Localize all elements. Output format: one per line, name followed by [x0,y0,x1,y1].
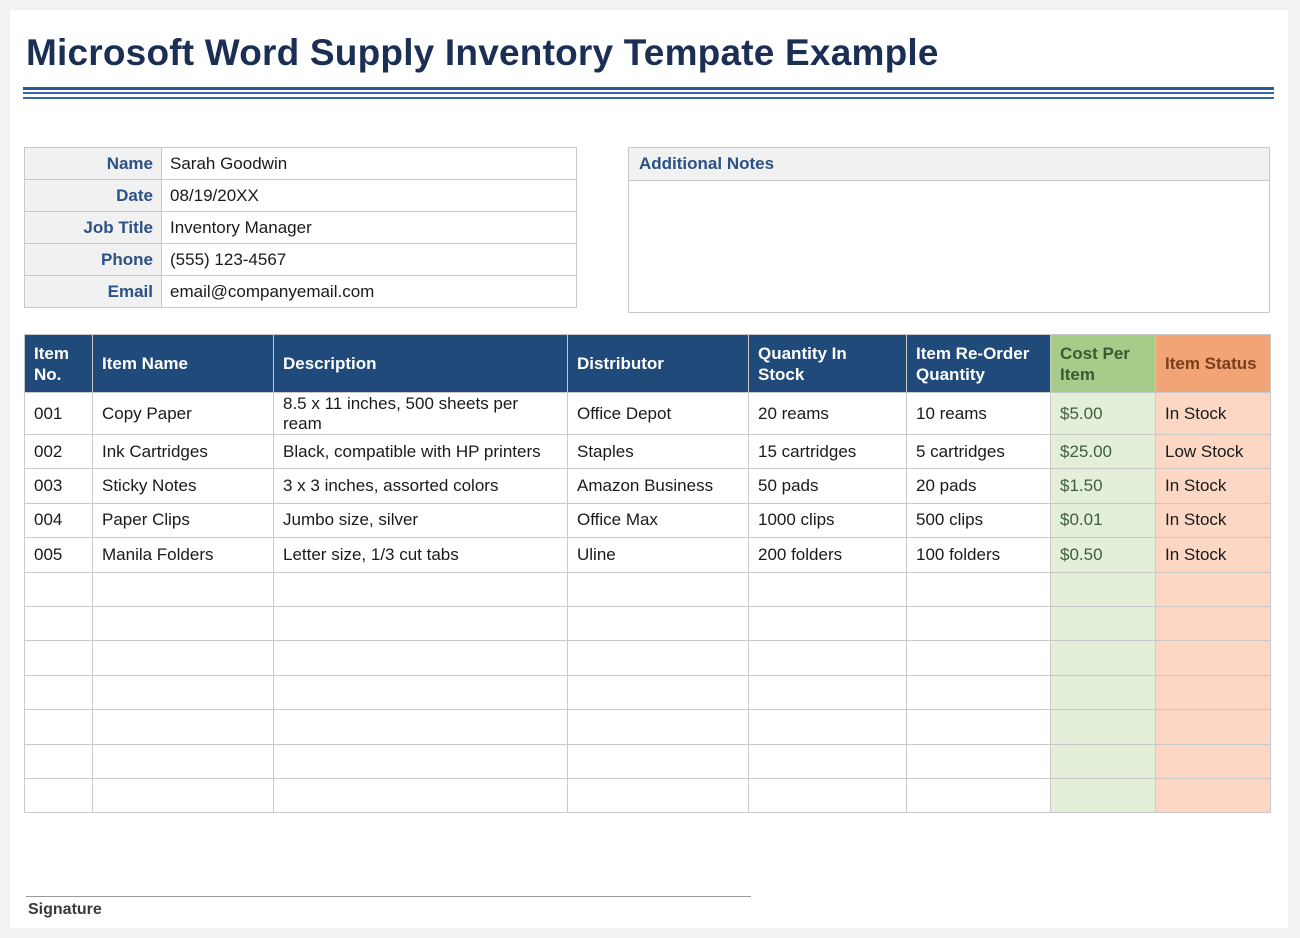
empty-cell[interactable] [25,778,93,812]
job-title-label: Job Title [25,212,162,244]
empty-cell[interactable] [274,778,568,812]
table-row [25,503,1271,537]
header-reorder-quantity: Item Re-Order Quantity [907,335,1051,393]
inventory-header-row [25,335,1271,393]
empty-cell[interactable] [749,606,907,640]
empty-cell[interactable] [274,744,568,778]
description-cell[interactable]: Jumbo size, silver [274,503,568,537]
table-row-empty [25,744,1271,778]
empty-cell[interactable] [568,641,749,675]
job-title-field[interactable]: Inventory Manager [162,212,577,244]
date-label: Date [25,180,162,212]
header-distributor: Distributor [568,335,749,393]
empty-cell[interactable] [749,710,907,744]
info-row-email [25,276,577,308]
empty-cell[interactable] [568,675,749,709]
empty-cost-cell[interactable] [1051,675,1156,709]
empty-status-cell[interactable] [1156,675,1271,709]
quantity-cell[interactable]: 50 pads [749,469,907,503]
empty-cell[interactable] [93,641,274,675]
header-item-name: Item Name [93,335,274,393]
info-row-name [25,148,577,180]
header-description: Description [274,335,568,393]
empty-cell[interactable] [568,572,749,606]
empty-cell[interactable] [907,675,1051,709]
item-name-cell[interactable]: Manila Folders [93,538,274,572]
empty-status-cell[interactable] [1156,778,1271,812]
cost-cell[interactable]: $0.50 [1051,538,1156,572]
empty-cell[interactable] [93,606,274,640]
empty-cost-cell[interactable] [1051,572,1156,606]
empty-cell[interactable] [568,710,749,744]
description-cell[interactable]: 8.5 x 11 inches, 500 sheets per ream [274,393,568,435]
status-cell[interactable]: Low Stock [1156,435,1271,469]
empty-cell[interactable] [25,710,93,744]
empty-cell[interactable] [274,572,568,606]
empty-cell[interactable] [749,572,907,606]
inventory-table [24,334,1271,813]
empty-cell[interactable] [25,641,93,675]
table-row [25,538,1271,572]
additional-notes-box [628,147,1270,313]
cost-cell[interactable]: $5.00 [1051,393,1156,435]
reorder-cell[interactable]: 10 reams [907,393,1051,435]
status-cell[interactable]: In Stock [1156,469,1271,503]
empty-cell[interactable] [907,710,1051,744]
empty-cell[interactable] [907,641,1051,675]
empty-status-cell[interactable] [1156,744,1271,778]
table-row-empty [25,675,1271,709]
document-page [10,10,1288,928]
quantity-cell[interactable]: 20 reams [749,393,907,435]
empty-cost-cell[interactable] [1051,778,1156,812]
phone-label: Phone [25,244,162,276]
empty-cell[interactable] [568,744,749,778]
empty-cell[interactable] [274,675,568,709]
title-rule [23,87,1274,90]
table-row-empty [25,710,1271,744]
reorder-cell[interactable]: 500 clips [907,503,1051,537]
status-cell[interactable]: In Stock [1156,538,1271,572]
empty-cell[interactable] [749,778,907,812]
header-cost-per-item: Cost Per Item [1051,335,1156,393]
empty-cell[interactable] [907,606,1051,640]
empty-cell[interactable] [93,778,274,812]
distributor-cell[interactable]: Uline [568,538,749,572]
quantity-cell[interactable]: 1000 clips [749,503,907,537]
signature-label: Signature [28,901,102,918]
cost-cell[interactable]: $0.01 [1051,503,1156,537]
item-name-cell[interactable]: Ink Cartridges [93,435,274,469]
empty-cell[interactable] [749,641,907,675]
empty-cell[interactable] [907,744,1051,778]
distributor-cell[interactable]: Office Depot [568,393,749,435]
signature-line[interactable] [26,896,751,897]
item-no-cell[interactable]: 003 [25,469,93,503]
description-cell[interactable]: Black, compatible with HP printers [274,435,568,469]
cost-cell[interactable]: $1.50 [1051,469,1156,503]
item-no-cell[interactable]: 005 [25,538,93,572]
info-row-job-title [25,212,577,244]
table-row-empty [25,778,1271,812]
empty-status-cell[interactable] [1156,606,1271,640]
info-table [24,147,577,308]
table-row-empty [25,606,1271,640]
empty-cost-cell[interactable] [1051,744,1156,778]
item-no-cell[interactable]: 004 [25,503,93,537]
info-row-phone [25,244,577,276]
header-quantity-in-stock: Quantity In Stock [749,335,907,393]
title-rule [23,97,1274,99]
additional-notes-field[interactable] [629,181,1269,311]
empty-cell[interactable] [274,710,568,744]
empty-cell[interactable] [25,675,93,709]
description-cell[interactable]: Letter size, 1/3 cut tabs [274,538,568,572]
date-field[interactable]: 08/19/20XX [162,180,577,212]
name-field[interactable]: Sarah Goodwin [162,148,577,180]
empty-cell[interactable] [25,606,93,640]
empty-cost-cell[interactable] [1051,641,1156,675]
status-cell[interactable]: In Stock [1156,393,1271,435]
status-cell[interactable]: In Stock [1156,503,1271,537]
reorder-cell[interactable]: 5 cartridges [907,435,1051,469]
distributor-cell[interactable]: Amazon Business [568,469,749,503]
info-row-date [25,180,577,212]
empty-cell[interactable] [749,675,907,709]
additional-notes-label: Additional Notes [629,148,1269,181]
item-no-cell[interactable]: 002 [25,435,93,469]
empty-cell[interactable] [93,744,274,778]
table-row-empty [25,641,1271,675]
table-row-empty [25,572,1271,606]
email-label: Email [25,276,162,308]
header-item-status: Item Status [1156,335,1271,393]
distributor-cell[interactable]: Office Max [568,503,749,537]
item-name-cell[interactable]: Copy Paper [93,393,274,435]
empty-cell[interactable] [93,572,274,606]
empty-cell[interactable] [274,641,568,675]
empty-cell[interactable] [93,675,274,709]
header-item-no: Item No. [25,335,93,393]
item-no-cell[interactable]: 001 [25,393,93,435]
empty-cost-cell[interactable] [1051,606,1156,640]
distributor-cell[interactable]: Staples [568,435,749,469]
empty-cell[interactable] [93,710,274,744]
phone-field[interactable]: (555) 123-4567 [162,244,577,276]
empty-cell[interactable] [25,744,93,778]
item-name-cell[interactable]: Sticky Notes [93,469,274,503]
quantity-cell[interactable]: 15 cartridges [749,435,907,469]
table-row [25,469,1271,503]
item-name-cell[interactable]: Paper Clips [93,503,274,537]
empty-cell[interactable] [749,744,907,778]
page-title: Microsoft Word Supply Inventory Tempate Example [26,32,939,73]
empty-cell[interactable] [274,606,568,640]
empty-cell[interactable] [907,572,1051,606]
table-row [25,393,1271,435]
title-rule [23,92,1274,94]
empty-cell[interactable] [568,606,749,640]
empty-status-cell[interactable] [1156,710,1271,744]
cost-cell[interactable]: $25.00 [1051,435,1156,469]
table-row [25,435,1271,469]
name-label: Name [25,148,162,180]
empty-status-cell[interactable] [1156,641,1271,675]
reorder-cell[interactable]: 100 folders [907,538,1051,572]
empty-status-cell[interactable] [1156,572,1271,606]
description-cell[interactable]: 3 x 3 inches, assorted colors [274,469,568,503]
empty-cell[interactable] [25,572,93,606]
quantity-cell[interactable]: 200 folders [749,538,907,572]
reorder-cell[interactable]: 20 pads [907,469,1051,503]
email-field[interactable]: email@companyemail.com [162,276,577,308]
empty-cell[interactable] [568,778,749,812]
empty-cost-cell[interactable] [1051,710,1156,744]
empty-cell[interactable] [907,778,1051,812]
